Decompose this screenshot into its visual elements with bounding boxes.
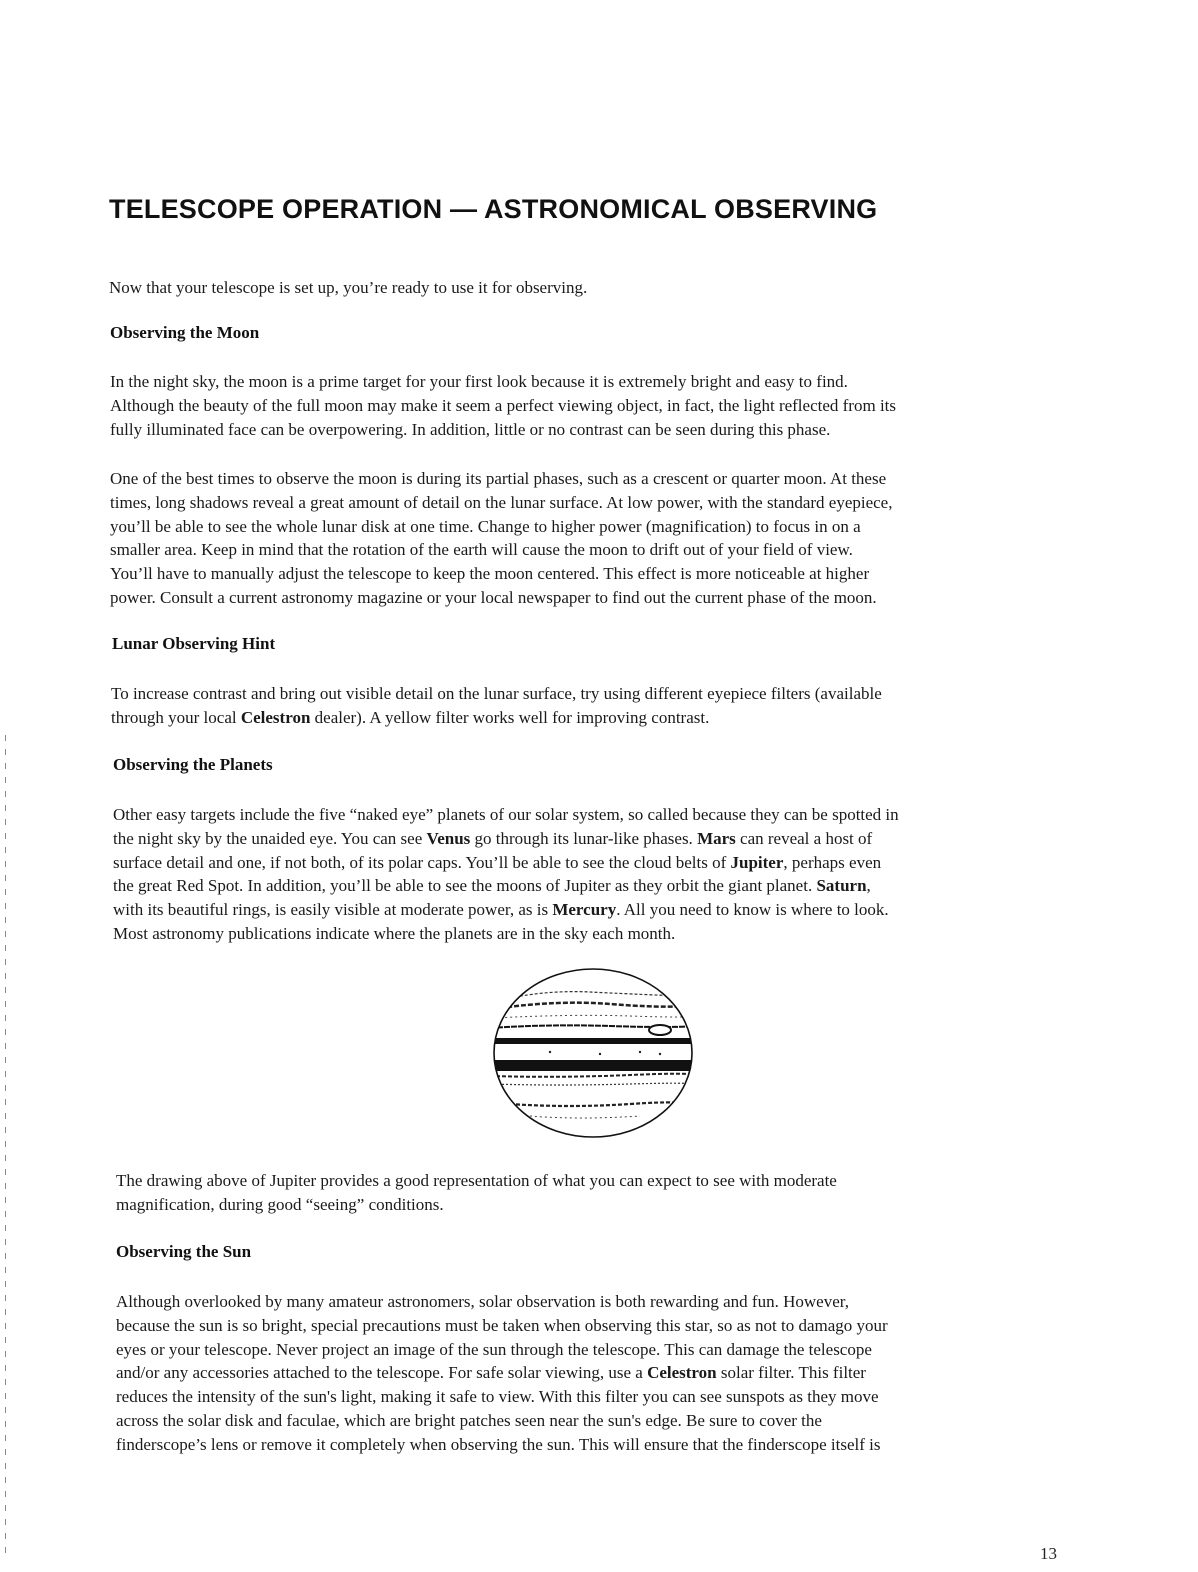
page-title: TELESCOPE OPERATION — ASTRONOMICAL OBSERVING xyxy=(109,194,878,224)
text-line: To increase contrast and bring out visible detail on the lunar surface, try using different eyepiece filters (available xyxy=(111,684,882,703)
brand-name: Celestron xyxy=(647,1363,717,1383)
text-line: surface detail and one, if not both, of its polar caps. You’ll be able to see the cloud belts of xyxy=(113,852,731,872)
sun-heading: Observing the Sun xyxy=(116,1242,252,1261)
page-number: 13 xyxy=(1040,1544,1057,1563)
text-line: power. Consult a current astronomy magazine or your local newspaper to find out the current phase of the moon. xyxy=(110,587,877,607)
text-line: the great Red Spot. In addition, you’ll be able to see the moons of Jupiter as they orbit the giant planet. xyxy=(113,876,817,896)
text-line: finderscope’s lens or remove it completely when observing the sun. This will ensure that the finderscope itself is xyxy=(116,1434,881,1454)
text-line: fully illuminated face can be overpowering. In addition, little or no contrast can be seen during this phase. xyxy=(110,419,831,439)
planets-paragraph xyxy=(113,803,899,946)
text-line: because the sun is so bright, special precautions must be taken when observing this star, so as not to damago your xyxy=(116,1315,888,1335)
text-line: , perhaps even xyxy=(783,852,882,872)
lunar-hint-heading: Lunar Observing Hint xyxy=(112,634,276,653)
planet-mercury: Mercury xyxy=(552,900,617,920)
intro-paragraph: Now that your telescope is set up, you’re ready to use it for observing. xyxy=(109,278,588,297)
text-line: Most astronomy publications indicate where the planets are in the sky each month. xyxy=(113,923,676,943)
brand-name: Celestron xyxy=(240,707,311,727)
jupiter-caption xyxy=(116,1169,837,1217)
text-line: reduces the intensity of the sun's light, making it safe to view. With this filter you can see sunspots as they move xyxy=(116,1387,879,1407)
planet-mars: Mars xyxy=(697,828,736,848)
text-line: the night sky by the unaided eye. You can see xyxy=(113,828,427,848)
planet-venus: Venus xyxy=(426,828,471,848)
text-line: Although the beauty of the full moon may make it seem a perfect viewing object, in fact, the light reflected from its xyxy=(110,395,897,415)
jupiter-drawing xyxy=(490,966,696,1140)
text-line: and/or any accessories attached to the telescope. For safe solar viewing, use a xyxy=(116,1363,648,1383)
scan-margin-line xyxy=(5,735,6,1555)
moon-paragraph-1 xyxy=(110,370,896,441)
great-red-spot xyxy=(649,1025,671,1035)
text-line: dealer). A yellow filter works well for improving contrast. xyxy=(310,707,710,727)
jupiter-bands xyxy=(490,966,696,1140)
text-line: times, long shadows reveal a great amount of detail on the lunar surface. At low power, with the standard eyepiece, xyxy=(110,492,893,512)
planet-saturn: Saturn xyxy=(816,876,867,896)
text-line: You’ll have to manually adjust the telescope to keep the moon centered. This effect is more noticeable at higher xyxy=(110,564,870,584)
text-line: can reveal a host of xyxy=(735,828,873,848)
moon-paragraph-2 xyxy=(110,467,892,610)
text-line: , xyxy=(866,876,871,896)
text-line: smaller area. Keep in mind that the rotation of the earth will cause the moon to drift out of your field of view. xyxy=(110,540,853,560)
text-line: Other easy targets include the five “naked eye” planets of our solar system, so called because they can be spotted in xyxy=(113,805,899,824)
text-line: magnification, during good “seeing” conditions. xyxy=(116,1194,444,1214)
moon-heading: Observing the Moon xyxy=(110,323,260,342)
text-line: . All you need to know is where to look. xyxy=(616,900,889,920)
planet-jupiter: Jupiter xyxy=(730,852,784,872)
text-line: through your local xyxy=(111,707,241,727)
text-line: across the solar disk and faculae, which are bright patches seen near the sun's edge. Be sure to cover the xyxy=(116,1410,822,1430)
lunar-hint-paragraph xyxy=(111,682,882,730)
text-line: with its beautiful rings, is easily visible at moderate power, as is xyxy=(113,900,553,920)
text-line: The drawing above of Jupiter provides a good representation of what you can expect to see with moderate xyxy=(116,1171,837,1190)
text-line: Although overlooked by many amateur astronomers, solar observation is both rewarding and fun. However, xyxy=(116,1292,849,1311)
planets-heading: Observing the Planets xyxy=(113,755,273,774)
text-line: eyes or your telescope. Never project an image of the sun through the telescope. This can damage the telescope xyxy=(116,1339,872,1359)
text-line: solar filter. This filter xyxy=(716,1363,866,1383)
text-line: go through its lunar-like phases. xyxy=(470,828,698,848)
text-line: you’ll be able to see the whole lunar disk at one time. Change to higher power (magnification) to focus in on a xyxy=(110,516,861,536)
sun-paragraph xyxy=(116,1290,888,1457)
text-line: In the night sky, the moon is a prime target for your first look because it is extremely bright and easy to find. xyxy=(110,372,848,391)
text-line: One of the best times to observe the moon is during its partial phases, such as a crescent or quarter moon. At these xyxy=(110,469,887,488)
